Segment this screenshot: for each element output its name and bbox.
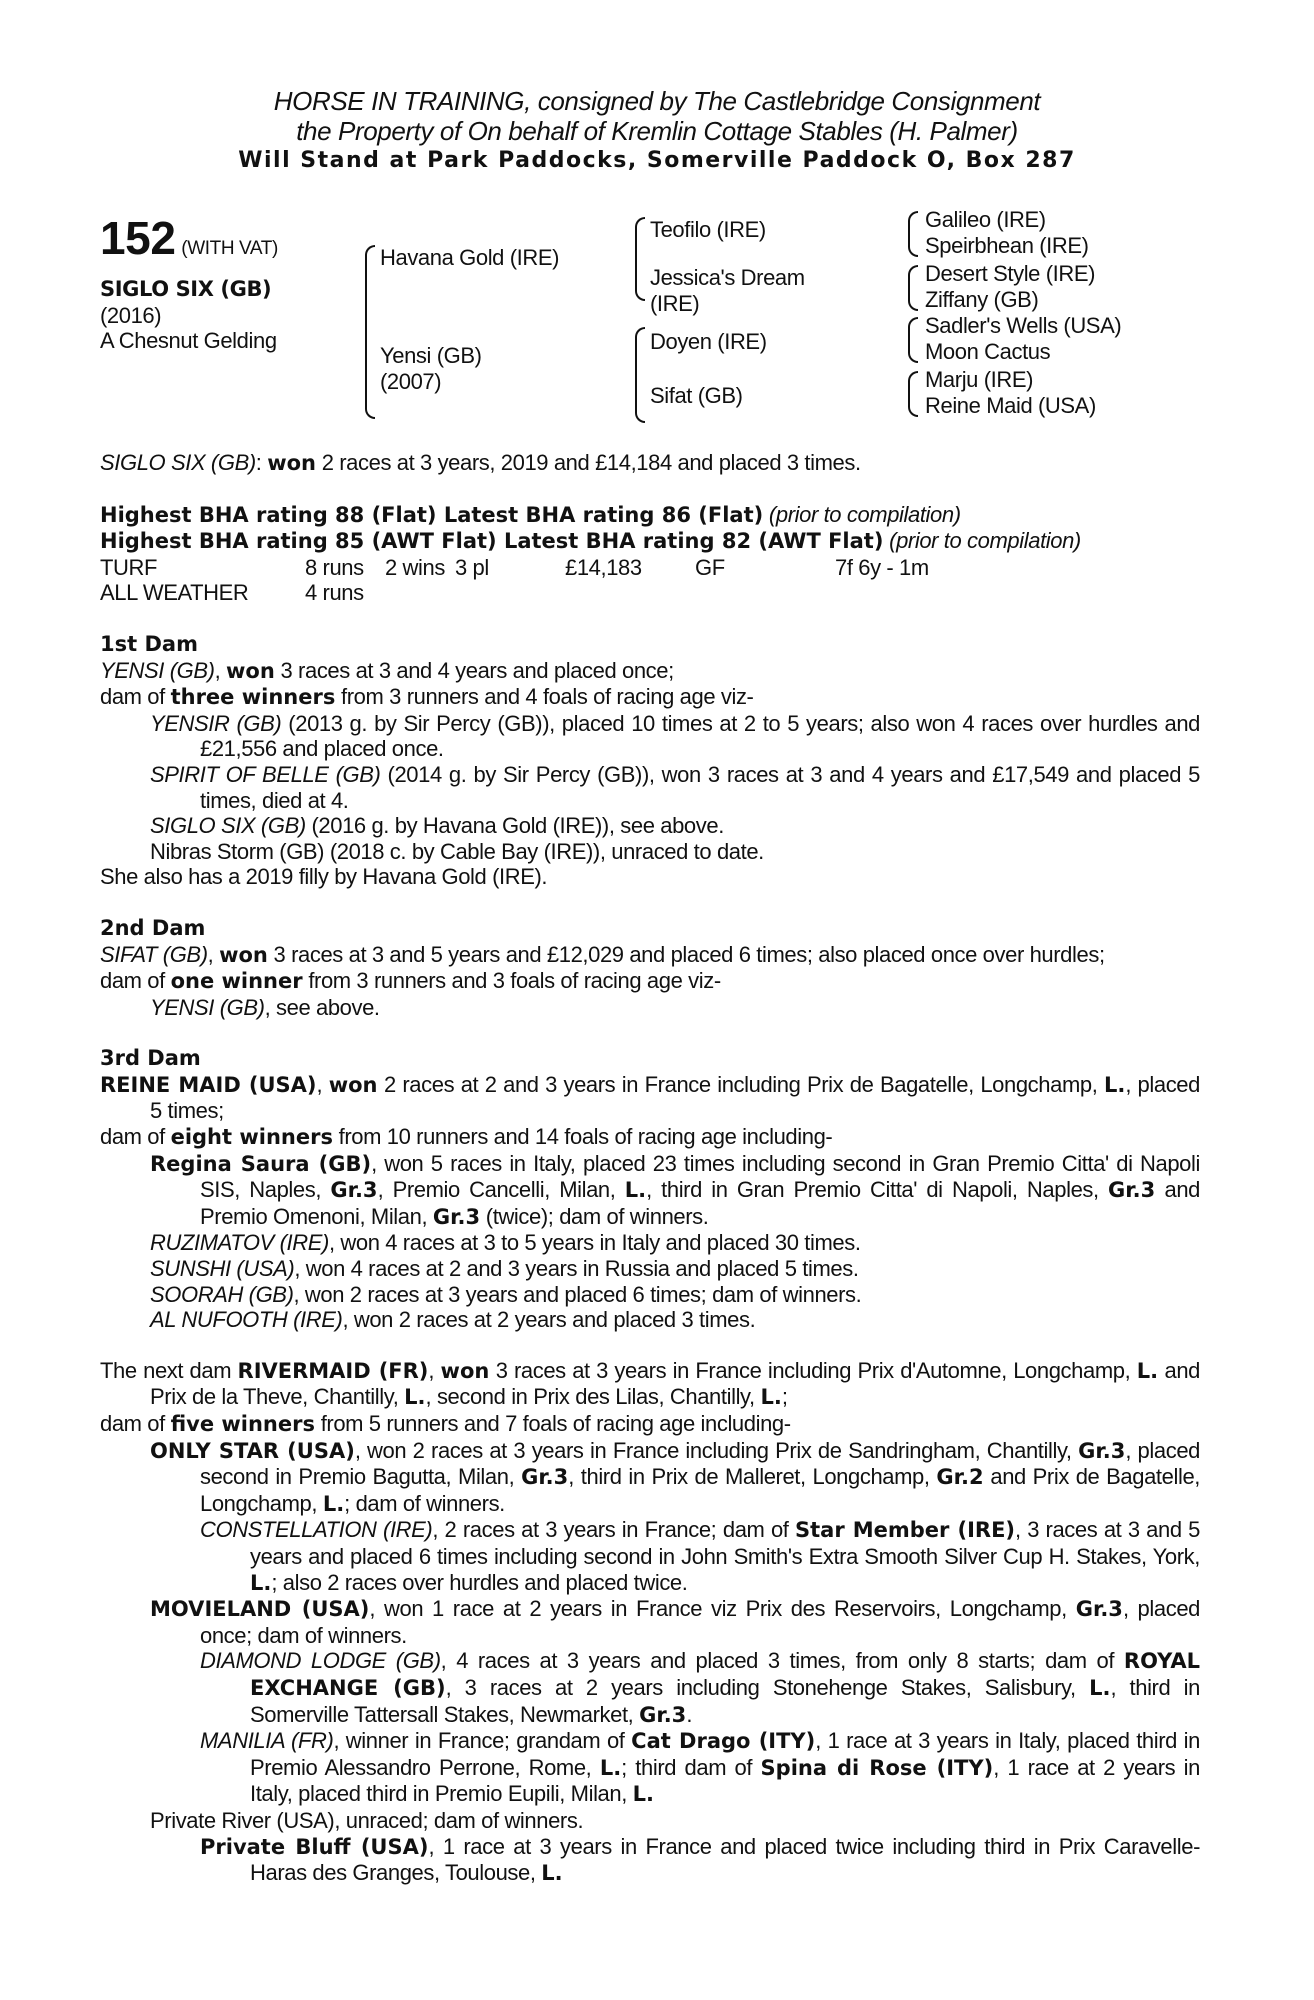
text: ;	[781, 1384, 788, 1410]
record-cell: TURF	[100, 554, 158, 580]
bold-text: REINE MAID (USA)	[100, 1072, 317, 1097]
bracket-icon	[635, 327, 645, 423]
race-record-aw	[100, 580, 1200, 606]
text: , winner in France; grandam of	[333, 1728, 632, 1754]
text: , 3 races at 2 years including Stonehenge Stakes, Salisbury,	[445, 1674, 1090, 1700]
bold-text: Highest BHA rating 85 (AWT Flat) Latest BHA rating 82 (AWT Flat)	[100, 529, 884, 554]
bold-text: L.	[322, 1491, 345, 1516]
bold-text: Private Bluff (USA)	[200, 1834, 429, 1859]
text: .	[686, 1701, 693, 1727]
dam-dam: Sifat (GB)	[650, 383, 743, 408]
text: , 3 races at 3 and 5 years and placed 6 times including second in John Smith's Extra Smooth Silver Cup H. Stakes, York,	[250, 1517, 1201, 1569]
italic-text: SIGLO SIX (GB)	[100, 450, 256, 475]
italic-text: RUZIMATOV (IRE)	[150, 1230, 329, 1256]
record-cell: 8 runs	[305, 554, 364, 580]
sire: Havana Gold (IRE)	[380, 245, 560, 270]
bold-text: won	[440, 1358, 490, 1383]
pedigree-paragraph	[100, 1045, 1200, 1072]
pedigree-paragraph	[100, 968, 1200, 995]
bracket-icon	[908, 265, 918, 311]
bold-text: Gr.3	[521, 1465, 569, 1490]
pedigree-paragraph	[100, 1808, 1200, 1834]
pedigree-paragraph	[100, 1834, 1200, 1887]
text: (twice); dam of winners.	[480, 1203, 709, 1229]
bracket-icon	[635, 217, 645, 301]
bold-text: L.	[632, 1782, 655, 1807]
bold-text: Gr.3	[1075, 1597, 1123, 1622]
bold-text: won	[226, 658, 275, 683]
pedigree-paragraph	[100, 1411, 1200, 1438]
text: (2016 g. by Havana Gold (IRE)), see above.	[305, 813, 724, 839]
gg-2: Speirbhean (IRE)	[925, 233, 1089, 258]
text: 2 races at 2 and 3 years in France including Prix de Bagatelle, Longchamp,	[377, 1071, 1104, 1097]
sire-dam: Jessica's Dream	[650, 265, 805, 290]
pedigree-paragraph	[100, 1596, 1200, 1648]
text: The next dam	[100, 1357, 238, 1383]
pedigree-paragraph	[100, 631, 1200, 658]
text: 3 races at 3 and 4 years and placed once;	[274, 657, 674, 683]
bold-text: Highest BHA rating 88 (Flat) Latest BHA rating 86 (Flat)	[100, 502, 764, 527]
gg-3: Desert Style (IRE)	[925, 261, 1096, 286]
text: , Premio Cancelli, Milan,	[377, 1177, 625, 1203]
italic-text: YENSI (GB)	[100, 657, 215, 683]
text: ; third dam of	[621, 1754, 761, 1780]
text: , third in Somerville Tattersall Stakes, Newmarket,	[250, 1674, 1200, 1727]
italic-text: SPIRIT OF BELLE (GB)	[150, 761, 381, 787]
text: Private River (USA), unraced; dam of winners.	[150, 1807, 584, 1833]
lot-number: 152	[100, 212, 176, 264]
pedigree-paragraph	[100, 1282, 1200, 1308]
text: dam of	[100, 684, 171, 710]
pedigree-paragraph	[100, 813, 1200, 839]
pedigree-paragraph	[100, 1230, 1200, 1256]
pedigree-paragraph	[100, 762, 1200, 813]
italic-text: SUNSHI (USA)	[150, 1256, 295, 1282]
bold-text: ONLY STAR (USA)	[150, 1438, 355, 1463]
bold-text: L.	[1103, 1072, 1126, 1097]
pedigree-paragraph	[100, 1072, 1200, 1124]
text: , third in Prix de Malleret, Longchamp,	[568, 1464, 937, 1490]
text: ,	[428, 1357, 441, 1383]
bold-text: won	[219, 942, 268, 967]
text: She also has a 2019 filly by Havana Gold (IRE).	[100, 864, 548, 890]
horse-name: SIGLO SIX (GB)	[100, 277, 272, 301]
bold-text: Cat Drago (ITY)	[631, 1729, 816, 1754]
text: , won 2 races at 2 years and placed 3 times.	[342, 1307, 756, 1333]
italic-text: AL NUFOOTH (IRE)	[150, 1307, 343, 1333]
bold-text: Spina di Rose (ITY)	[760, 1755, 994, 1780]
text: ,	[214, 657, 227, 683]
bracket-icon	[908, 317, 918, 363]
bold-text: three winners	[170, 685, 336, 710]
horse-description: A Chesnut Gelding	[100, 328, 277, 354]
text: from 5 runners and 7 foals of racing age including-	[314, 1411, 791, 1436]
text: dam of	[100, 1124, 171, 1150]
text: 3 races at 3 and 5 years and £12,029 and placed 6 times; also placed once over hurdles;	[267, 941, 1105, 967]
text: 3 races at 3 years in France including Prix d'Automne, Longchamp,	[489, 1357, 1137, 1383]
text: , won 2 races at 3 years and placed 6 times; dam of winners.	[293, 1281, 862, 1307]
text: 2 races at 3 years, 2019 and £14,184 and placed 3 times.	[316, 450, 861, 475]
bold-text: Gr.3	[1108, 1178, 1156, 1203]
pedigree-paragraph	[100, 915, 1200, 942]
bold-text: L.	[1136, 1358, 1159, 1383]
bold-text: eight winners	[170, 1125, 333, 1150]
text: , 2 races at 3 years in France; dam of	[432, 1517, 795, 1543]
record-cell: 3 pl	[455, 554, 489, 580]
record-cell: 2 wins	[385, 554, 445, 580]
bold-text: L.	[599, 1755, 622, 1780]
text: , won 4 races at 2 and 3 years in Russia and placed 5 times.	[294, 1256, 859, 1282]
text: (2014 g. by Sir Percy (GB)), won 3 races at 3 and 4 years and £17,549 and placed 5 times, died at 4.	[200, 761, 1200, 813]
bold-text: L.	[541, 1861, 563, 1886]
text: , second in Prix des Lilas, Chantilly,	[425, 1384, 761, 1410]
text: , won 5 races in Italy, placed 23 times including second in Gran Premio Citta' di Napoli SIS, Naples,	[200, 1150, 1200, 1203]
bold-text: 3rd Dam	[100, 1046, 201, 1071]
bold-text: MOVIELAND (USA)	[150, 1597, 370, 1622]
text: , won 4 races at 3 to 5 years in Italy and placed 30 times.	[328, 1230, 861, 1256]
text: ; also 2 races over hurdles and placed twice.	[271, 1569, 688, 1595]
property-line: the Property of On behalf of Kremlin Cottage Stables (H. Palmer)	[296, 116, 1018, 146]
bracket-icon	[908, 211, 918, 257]
pedigree-paragraph	[100, 1307, 1200, 1333]
lot-header	[0, 86, 1314, 176]
bold-text: 1st Dam	[100, 631, 198, 656]
italic-text: SIFAT (GB)	[100, 941, 208, 967]
bold-text: Regina Saura (GB)	[150, 1151, 372, 1176]
sire-sire: Teofilo (IRE)	[650, 217, 766, 242]
pedigree-paragraph	[100, 1728, 1200, 1808]
text: , placed once; dam of winners.	[200, 1596, 1200, 1648]
record-cell: 7f 6y - 1m	[835, 554, 929, 580]
pedigree-paragraph	[100, 1256, 1200, 1282]
bold-text: Gr.3	[1078, 1438, 1126, 1463]
text: , 1 race at 3 years in Italy, placed third in Premio Alessandro Perrone, Rome,	[250, 1728, 1200, 1780]
record-cell: ALL WEATHER	[100, 580, 249, 606]
bold-text: one winner	[170, 969, 303, 994]
record-cell: £14,183	[565, 554, 642, 580]
italic-text: SOORAH (GB)	[150, 1281, 294, 1307]
text: , placed second in Premio Bagutta, Milan,	[200, 1437, 1200, 1490]
pedigree-paragraph	[100, 1517, 1200, 1596]
pedigree-notes	[100, 450, 1200, 1887]
horse-info	[100, 277, 277, 354]
stable-location-line: Will Stand at Park Paddocks, Somerville Paddock O, Box 287	[238, 148, 1076, 173]
bold-text: L.	[250, 1570, 272, 1595]
bold-text: Gr.3	[639, 1702, 687, 1727]
pedigree-paragraph	[100, 995, 1200, 1021]
bold-text: Star Member (IRE)	[794, 1518, 1016, 1543]
pedigree-paragraph	[100, 942, 1200, 969]
bold-text: five winners	[170, 1412, 315, 1436]
pedigree-paragraph	[100, 839, 1200, 865]
pedigree-paragraph	[100, 1358, 1200, 1411]
text: ,	[207, 941, 220, 967]
bold-text: L.	[624, 1178, 647, 1203]
consignor-line: HORSE IN TRAINING, consigned by The Castlebridge Consignment	[273, 86, 1041, 116]
lot-number-block	[100, 213, 278, 263]
pedigree-paragraph	[100, 502, 1200, 529]
bracket-icon	[908, 371, 918, 417]
pedigree-paragraph	[100, 1124, 1200, 1151]
italic-text: YENSI (GB)	[150, 994, 265, 1020]
dam: Yensi (GB)	[380, 343, 482, 368]
text: dam of	[100, 1411, 171, 1436]
foaling-year: (2016)	[100, 302, 162, 328]
pedigree-paragraph	[100, 1438, 1200, 1518]
bold-text: L.	[760, 1385, 782, 1410]
italic-text: SIGLO SIX (GB)	[150, 813, 306, 839]
gg-5: Sadler's Wells (USA)	[925, 313, 1122, 338]
italic-text: (prior to compilation)	[883, 528, 1081, 554]
bold-text: Gr.2	[936, 1465, 984, 1490]
pedigree-paragraph	[100, 528, 1200, 555]
text: ,	[316, 1071, 329, 1097]
vat-note: (WITH VAT)	[181, 238, 278, 259]
italic-text: (prior to compilation)	[763, 501, 961, 527]
text: , third in Gran Premio Citta' di Napoli, Naples,	[646, 1177, 1109, 1203]
gg-4: Ziffany (GB)	[925, 287, 1039, 312]
text: and Premio Omenoni, Milan,	[200, 1177, 1201, 1229]
bold-text: won	[328, 1072, 378, 1097]
text: , see above.	[264, 994, 380, 1020]
bold-text: Gr.3	[330, 1178, 378, 1203]
pedigree-paragraph	[100, 658, 1200, 685]
record-cell: GF	[695, 554, 725, 580]
dam-year: (2007)	[380, 369, 442, 394]
bracket-icon	[365, 245, 375, 419]
text: , 1 race at 3 years in France and placed twice including third in Prix Caravelle-Haras des Granges, Toulouse,	[250, 1833, 1201, 1886]
text: , won 2 races at 3 years in France including Prix de Sandringham, Chantilly,	[354, 1437, 1079, 1463]
pedigree-paragraph	[100, 684, 1200, 711]
italic-text: CONSTELLATION (IRE)	[200, 1517, 433, 1543]
text: ; dam of winners.	[344, 1490, 505, 1516]
italic-text: DIAMOND LODGE (GB)	[200, 1648, 441, 1674]
gg-8: Reine Maid (USA)	[925, 393, 1096, 418]
gg-1: Galileo (IRE)	[925, 207, 1046, 232]
pedigree-paragraph	[100, 864, 1200, 890]
text: :	[255, 450, 268, 475]
text: , 1 race at 2 years in Italy, placed third in Premio Eupili, Milan,	[250, 1754, 1200, 1807]
bold-text: L.	[1089, 1675, 1111, 1700]
bold-text: RIVERMAID (FR)	[237, 1358, 429, 1383]
dam-sire: Doyen (IRE)	[650, 329, 767, 354]
text: , 4 races at 3 years and placed 3 times, from only 8 starts; dam of	[440, 1648, 1124, 1674]
text: , won 1 race at 2 years in France viz Prix des Reservoirs, Longchamp,	[369, 1596, 1076, 1622]
pedigree-paragraph	[100, 450, 1200, 477]
bold-text: L.	[404, 1385, 426, 1410]
text: and Prix de Bagatelle, Longchamp,	[200, 1464, 1201, 1516]
text: from 3 runners and 4 foals of racing age viz-	[335, 684, 754, 710]
text: and Prix de la Theve, Chantilly,	[150, 1357, 1200, 1410]
text: Nibras Storm (GB) (2018 c. by Cable Bay (IRE)), unraced to date.	[150, 838, 764, 864]
pedigree-paragraph	[100, 1648, 1200, 1728]
race-record-turf	[100, 555, 1200, 581]
italic-text: YENSIR (GB)	[150, 710, 282, 736]
pedigree-paragraph	[100, 711, 1200, 762]
gg-7: Marju (IRE)	[925, 367, 1034, 392]
record-cell: 4 runs	[305, 580, 364, 606]
text: from 10 runners and 14 foals of racing age including-	[332, 1124, 833, 1150]
text: (2013 g. by Sir Percy (GB)), placed 10 times at 2 to 5 years; also won 4 races over hurdles and £21,556 and placed once.	[200, 710, 1200, 762]
sire-dam-country: (IRE)	[650, 291, 700, 316]
text: dam of	[100, 968, 171, 994]
italic-text: MANILIA (FR)	[200, 1728, 334, 1754]
bold-text: 2nd Dam	[100, 915, 206, 940]
bold-text: ROYAL EXCHANGE (GB)	[250, 1649, 1201, 1700]
text: , placed 5 times;	[150, 1071, 1200, 1124]
bold-text: won	[267, 451, 316, 475]
pedigree-paragraph	[100, 1151, 1200, 1231]
gg-6: Moon Cactus	[925, 339, 1051, 364]
bold-text: Gr.3	[432, 1204, 481, 1229]
text: from 3 runners and 3 foals of racing age viz-	[302, 968, 721, 994]
pedigree-table	[100, 205, 1220, 435]
